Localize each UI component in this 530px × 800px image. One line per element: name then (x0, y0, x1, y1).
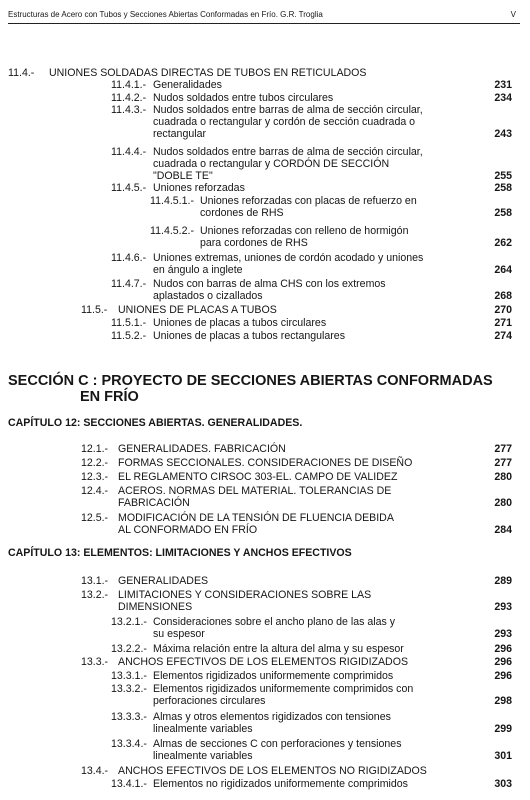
toc-entry-title-line: Uniones de placas a tubos circulares (153, 317, 327, 329)
toc-entry-title-line: Máxima relación entre la altura del alma y su espesor (153, 643, 404, 655)
toc-entry-title-line: su espesor (153, 628, 205, 640)
toc-entry-page: 243 (494, 128, 512, 140)
toc-entry-title-line: Nudos soldados entre barras de alma de sección circular, (153, 146, 423, 158)
page-numeral: V (510, 10, 516, 19)
toc-entry-number: 13.2.1.- (111, 616, 147, 628)
toc-entry-title-line: FORMAS SECCIONALES. CONSIDERACIONES DE DISEÑO (118, 457, 413, 469)
toc-entry-page: 293 (494, 628, 512, 640)
toc-entry-number: 11.4.2.- (111, 92, 147, 104)
toc-entry-page: 258 (494, 182, 512, 194)
toc-entry-title-line: UNIONES SOLDADAS DIRECTAS DE TUBOS EN RETICULADOS (49, 67, 367, 79)
toc-entry-page: 262 (494, 237, 512, 249)
toc-entry-title-line: MODIFICACIÓN DE LA TENSIÓN DE FLUENCIA DEBIDA (118, 512, 394, 524)
toc-entry-page: 298 (494, 695, 512, 707)
toc-entry-title-line: Uniones reforzadas con relleno de hormigón (200, 225, 409, 237)
toc-entry-page: 231 (494, 79, 512, 91)
toc-entry-title-line: Elementos rigidizados uniformemente comprimidos con (153, 683, 414, 695)
toc-entry-number: 13.4.1.- (111, 778, 147, 790)
toc-entry-number: 13.4.- (81, 765, 109, 777)
toc-entry-title-line: Elementos no rigidizados uniformemente comprimidos (153, 778, 408, 790)
toc-entry-title-line: Uniones reforzadas (153, 182, 245, 194)
toc-entry-title-line: linealmente variables (153, 750, 253, 762)
toc-entry-page: 277 (494, 457, 512, 469)
toc-entry-number: 11.4.1.- (111, 79, 147, 91)
toc-entry-number: 11.4.5.- (111, 182, 147, 194)
toc-entry-title-line: Nudos soldados entre barras de alma de sección circular, (153, 104, 423, 116)
toc-entry-number: 13.2.- (81, 589, 109, 601)
toc-entry-number: 13.1.- (81, 575, 109, 587)
toc-entry-number: 12.3.- (81, 471, 109, 483)
toc-entry-title-line: Generalidades (153, 79, 222, 91)
toc-entry-page: 289 (494, 575, 512, 587)
toc-entry-page: 264 (494, 264, 512, 276)
toc-entry-title-line: ANCHOS EFECTIVOS DE LOS ELEMENTOS RIGIDIZADOS (118, 656, 409, 668)
toc-entry-title-line: para cordones de RHS (200, 237, 308, 249)
toc-entry-number: 11.4.6.- (111, 252, 147, 264)
toc-entry-number: 11.5.2.- (111, 330, 147, 342)
toc-entry-number: 11.4.5.2.- (150, 225, 194, 237)
toc-entry-number: 11.4.4.- (111, 146, 147, 158)
toc-entry-page: 255 (494, 170, 512, 182)
toc-entry-number: 11.4.3.- (111, 104, 147, 116)
toc-entry-page: 299 (494, 723, 512, 735)
toc-entry-page: 258 (494, 207, 512, 219)
toc-entry-number: 13.2.2.- (111, 643, 147, 655)
toc-entry-title-line: linealmente variables (153, 723, 253, 735)
toc-entry-title-line: Almas y otros elementos rigidizados con tensiones (153, 711, 391, 723)
toc-entry-title-line: cuadrada o rectangular y cordón de sección cuadrada o (153, 116, 416, 128)
toc-entry-page: 303 (494, 778, 512, 790)
toc-entry-page: 280 (494, 497, 512, 509)
toc-entry-title-line: GENERALIDADES (118, 575, 209, 587)
toc-entry-title-line: GENERALIDADES. FABRICACIÓN (118, 443, 286, 455)
toc-entry-title-line: rectangular (153, 128, 206, 140)
toc-entry-title-line: FABRICACIÓN (118, 497, 190, 509)
toc-entry-title-line: Uniones reforzadas con placas de refuerzo en (200, 195, 417, 207)
toc-entry-number: 11.4.7.- (111, 278, 147, 290)
toc-entry-title-line: perforaciones circulares (153, 695, 266, 707)
page-header (8, 9, 520, 24)
toc-entry-number: 13.3.3.- (111, 711, 147, 723)
toc-entry-title-line: ANCHOS EFECTIVOS DE LOS ELEMENTOS NO RIGIDIZADOS (118, 765, 427, 777)
toc-entry-title-line: Elementos rigidizados uniformemente comprimidos (153, 670, 394, 682)
toc-entry-number: 13.3.- (81, 656, 109, 668)
toc-entry-number: 13.3.2.- (111, 683, 147, 695)
toc-entry-title-line: AL CONFORMADO EN FRÍO (118, 524, 258, 536)
toc-entry-number: 12.2.- (81, 457, 109, 469)
toc-entry-page: 296 (494, 656, 512, 668)
toc-entry-page: 301 (494, 750, 512, 762)
toc-entry-page: 270 (494, 304, 512, 316)
toc-entry-page: 296 (494, 643, 512, 655)
toc-entry-title-line: Uniones de placas a tubos rectangulares (153, 330, 345, 342)
toc-entry-page: 284 (494, 524, 512, 536)
toc-entry-page: 277 (494, 443, 512, 455)
toc-entry-page: 293 (494, 601, 512, 613)
toc-entry-title-line: UNIONES DE PLACAS A TUBOS (118, 304, 277, 316)
section-heading (8, 373, 493, 405)
chapter-12-heading: CAPÍTULO 12: SECCIONES ABIERTAS. GENERALIDADES. (8, 417, 303, 429)
toc-entry-number: 12.4.- (81, 485, 109, 497)
chapter-13-heading: CAPÍTULO 13: ELEMENTOS: LIMITACIONES Y ANCHOS EFECTIVOS (8, 547, 352, 559)
toc-entry-page: 268 (494, 290, 512, 302)
toc-entry-title-line: ACEROS. NORMAS DEL MATERIAL. TOLERANCIAS DE (118, 485, 392, 497)
toc-entry-number: 12.1.- (81, 443, 109, 455)
toc-entry-title-line: LIMITACIONES Y CONSIDERACIONES SOBRE LAS (118, 589, 372, 601)
toc-entry-title-line: Nudos soldados entre tubos circulares (153, 92, 334, 104)
toc-entry-page: 296 (494, 670, 512, 682)
toc-entry-title-line: EL REGLAMENTO CIRSOC 303-EL. CAMPO DE VALIDEZ (118, 471, 398, 483)
toc-entry-number: 11.5.1.- (111, 317, 147, 329)
toc-entry-title-line: en ángulo a inglete (153, 264, 243, 276)
toc-entry-number: 12.5.- (81, 512, 109, 524)
toc-entry-number: 13.3.1.- (111, 670, 147, 682)
toc-entry-page: 280 (494, 471, 512, 483)
section-heading-line-2: EN FRÍO (80, 389, 139, 405)
toc-entry-title-line: "DOBLE TE" (153, 170, 213, 182)
toc-entry-title-line: Uniones extremas, uniones de cordón acodado y uniones (153, 252, 424, 264)
toc-entry-number: 13.3.4.- (111, 738, 147, 750)
toc-entry-number: 11.5.- (81, 304, 108, 316)
toc-entry-page: 274 (494, 330, 512, 342)
running-title: Estructuras de Acero con Tubos y Secciones Abiertas Conformadas en Frío. G.R. Troglia (8, 10, 323, 19)
toc-entry-title-line: cuadrada o rectangular y CORDÓN DE SECCIÓN (153, 158, 390, 170)
section-heading-line-1: SECCIÓN C : PROYECTO DE SECCIONES ABIERTAS CONFORMADAS (8, 373, 493, 389)
toc-entry-title-line: cordones de RHS (200, 207, 284, 219)
toc-entry-title-line: DIMENSIONES (118, 601, 193, 613)
toc-entry-title-line: Nudos con barras de alma CHS con los extremos (153, 278, 386, 290)
toc-entry-title-line: aplastados o cizallados (153, 290, 263, 302)
toc-entry-number: 11.4.5.1.- (150, 195, 194, 207)
toc-entry-page: 234 (494, 92, 512, 104)
toc-entry-page: 271 (494, 317, 512, 329)
toc-entry-title-line: Almas de secciones C con perforaciones y tensiones (153, 738, 402, 750)
toc-entry-title-line: Consideraciones sobre el ancho plano de las alas y (153, 616, 396, 628)
toc-entry-number: 11.4.- (8, 67, 35, 79)
